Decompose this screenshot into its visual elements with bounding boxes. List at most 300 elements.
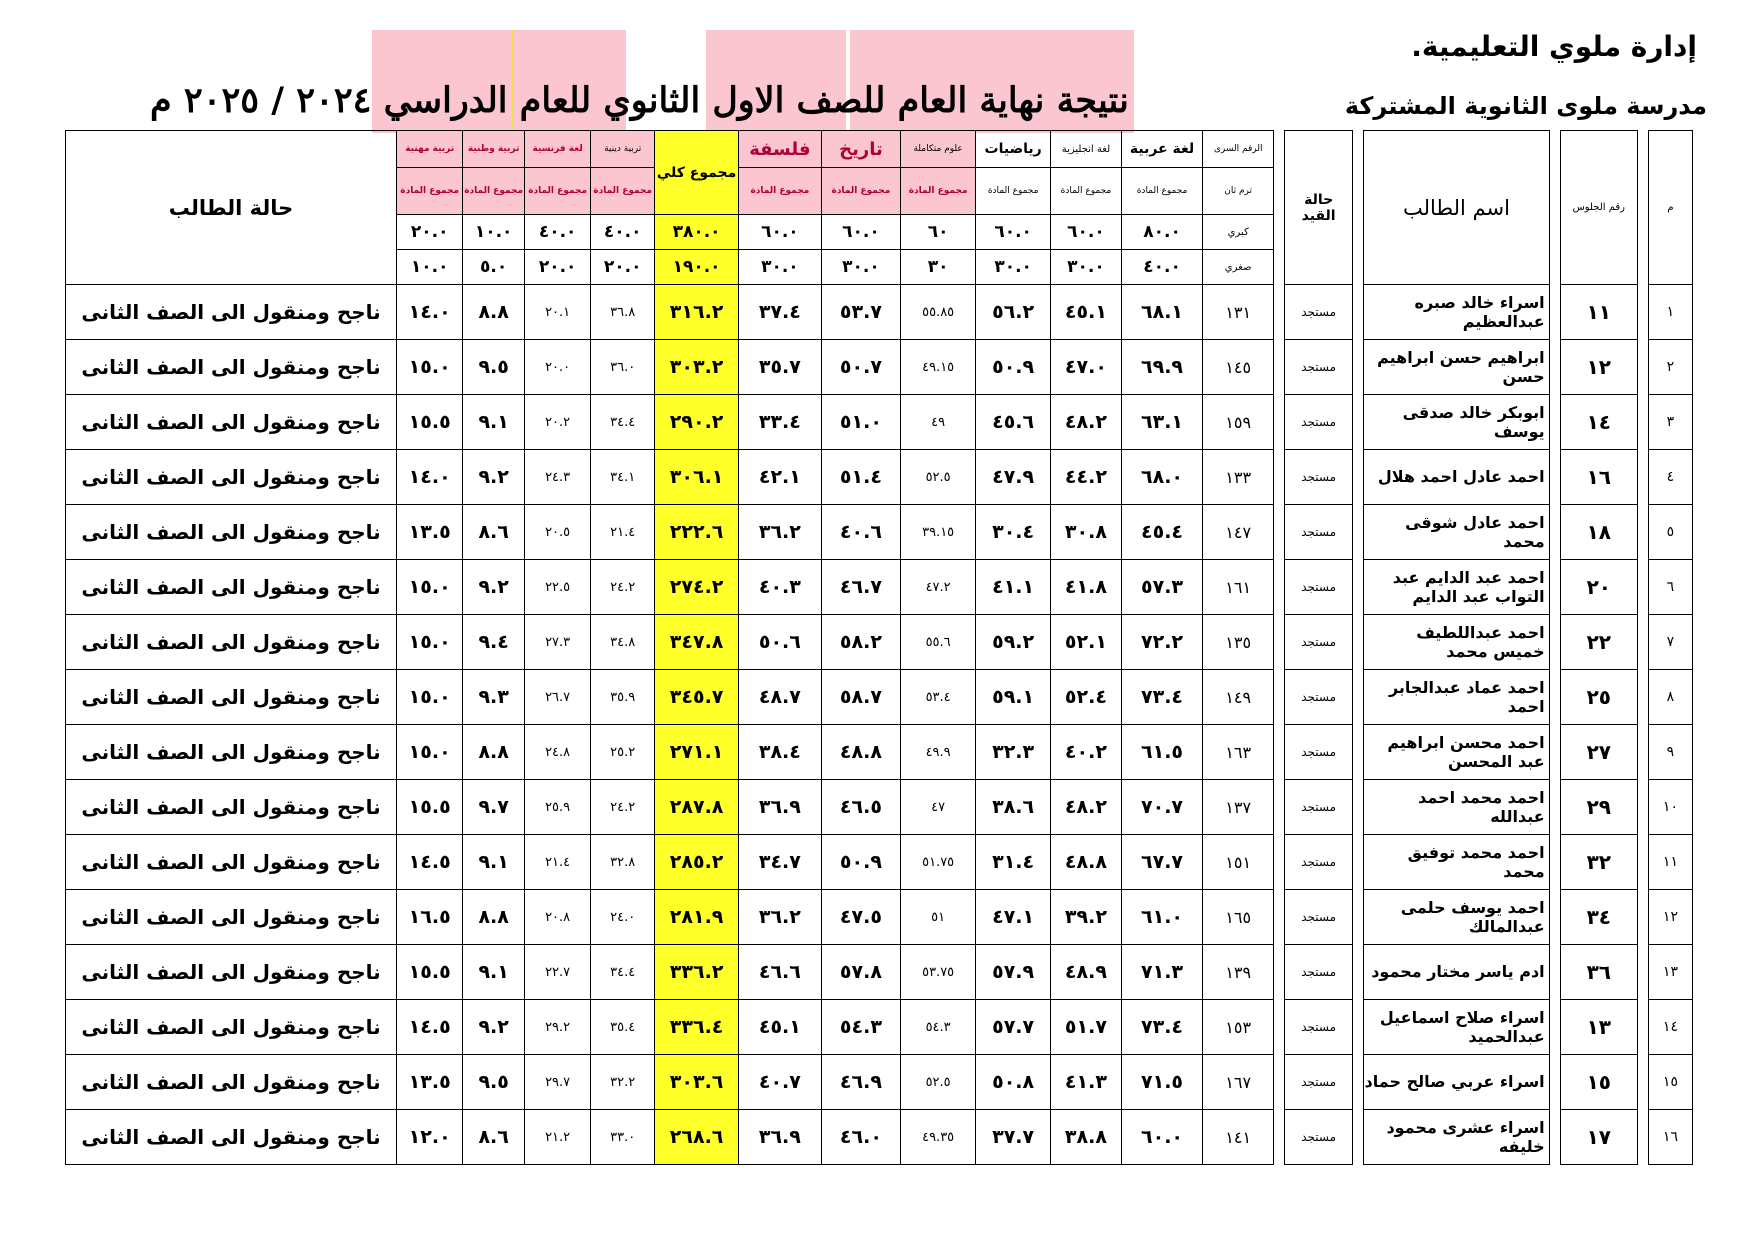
score-religion: ٣٦.٠ [591, 340, 655, 395]
score-english: ٤٨.٢ [1051, 395, 1122, 450]
column-gap [1273, 285, 1284, 340]
column-gap [1637, 450, 1648, 505]
student-name: احمد محسن ابراهيم عبد المحسن [1364, 725, 1549, 780]
enrollment-status: مستجد [1284, 615, 1352, 670]
header-subject-religion: تربية دينية [591, 131, 655, 168]
score-science: ٥٢.٥ [901, 450, 976, 505]
score-religion: ٣٣.٠ [591, 1110, 655, 1165]
score-english: ٥٢.١ [1051, 615, 1122, 670]
score-french: ٢٠.٥ [525, 505, 591, 560]
score-philosophy: ٣٤.٧ [739, 835, 822, 890]
score-science: ٣٩.١٥ [901, 505, 976, 560]
student-name: اسراء عشرى محمود خليفه [1364, 1110, 1549, 1165]
min-score: ١٠.٠ [397, 250, 463, 285]
score-math: ٣٨.٦ [976, 780, 1051, 835]
score-science: ٥٤.٣ [901, 1000, 976, 1055]
score-civics: ٩.٤ [463, 615, 525, 670]
column-gap [1353, 1000, 1364, 1055]
column-gap [1549, 890, 1560, 945]
column-gap [1549, 450, 1560, 505]
max-score: ١٠.٠ [463, 215, 525, 250]
score-religion: ٣٤.٤ [591, 395, 655, 450]
student-name: احمد محمد احمد عبدالله [1364, 780, 1549, 835]
score-arabic: ٦١.٥ [1121, 725, 1203, 780]
student-name: احمد عادل احمد هلال [1364, 450, 1549, 505]
score-civics: ٨.٨ [463, 285, 525, 340]
column-gap [1637, 505, 1648, 560]
score-religion: ٣٢.٨ [591, 835, 655, 890]
column-gap [1353, 725, 1364, 780]
column-gap [1353, 395, 1364, 450]
score-total: ٣٤٧.٨ [655, 615, 739, 670]
column-gap [1273, 890, 1284, 945]
student-row [66, 670, 1693, 725]
score-english: ٣٩.٢ [1051, 890, 1122, 945]
score-total: ٣٤٥.٧ [655, 670, 739, 725]
column-gap [1549, 560, 1560, 615]
score-arabic: ٧٢.٢ [1121, 615, 1203, 670]
column-gap [1273, 615, 1284, 670]
secret-number: ١٦٧ [1203, 1055, 1274, 1110]
score-religion: ٣٤.١ [591, 450, 655, 505]
score-total: ٣٠٣.٢ [655, 340, 739, 395]
score-history: ٥٠.٧ [821, 340, 900, 395]
column-gap [1273, 395, 1284, 450]
score-french: ٢٤.٨ [525, 725, 591, 780]
header-index: م [1648, 131, 1692, 285]
score-religion: ٢١.٤ [591, 505, 655, 560]
secret-number: ١٣٥ [1203, 615, 1274, 670]
max-score: ٦٠.٠ [821, 215, 900, 250]
score-arabic: ٦١.٠ [1121, 890, 1203, 945]
score-history: ٤٨.٨ [821, 725, 900, 780]
score-math: ٥٠.٨ [976, 1055, 1051, 1110]
score-french: ٢٠.١ [525, 285, 591, 340]
column-gap [1353, 670, 1364, 725]
header-sum-label: مجموع المادة [976, 168, 1051, 215]
score-french: ٢٢.٧ [525, 945, 591, 1000]
student-row [66, 890, 1693, 945]
student-name: اسراء خالد صبره عبدالعظيم [1364, 285, 1549, 340]
student-row [66, 725, 1693, 780]
header-term: ترم ثان [1203, 168, 1274, 215]
score-vocational: ١٥.٠ [397, 725, 463, 780]
seat-number: ٢٠ [1560, 560, 1637, 615]
max-score: ٦٠.٠ [1051, 215, 1122, 250]
page-title [150, 80, 1129, 121]
min-score: ٣٠.٠ [821, 250, 900, 285]
column-gap [1273, 131, 1284, 285]
score-math: ٣٠.٤ [976, 505, 1051, 560]
score-french: ٢٢.٥ [525, 560, 591, 615]
score-science: ٥١.٧٥ [901, 835, 976, 890]
enrollment-status: مستجد [1284, 725, 1352, 780]
column-gap [1549, 835, 1560, 890]
column-gap [1637, 835, 1648, 890]
seat-number: ٣٢ [1560, 835, 1637, 890]
score-english: ٥٢.٤ [1051, 670, 1122, 725]
header-sum-label: مجموع المادة [1051, 168, 1122, 215]
column-gap [1273, 560, 1284, 615]
score-history: ٥٠.٩ [821, 835, 900, 890]
student-status: ناجح ومنقول الى الصف الثانى [66, 395, 397, 450]
max-score: ٦٠.٠ [739, 215, 822, 250]
enrollment-status: مستجد [1284, 1000, 1352, 1055]
secret-number: ١٤٧ [1203, 505, 1274, 560]
column-gap [1549, 945, 1560, 1000]
column-gap [1549, 340, 1560, 395]
score-religion: ٣٥.٩ [591, 670, 655, 725]
score-english: ٤٨.٩ [1051, 945, 1122, 1000]
student-row [66, 945, 1693, 1000]
score-french: ٢٥.٩ [525, 780, 591, 835]
secret-number: ١٣١ [1203, 285, 1274, 340]
student-status: ناجح ومنقول الى الصف الثانى [66, 1055, 397, 1110]
student-row [66, 505, 1693, 560]
column-gap [1637, 615, 1648, 670]
score-religion: ٣٤.٤ [591, 945, 655, 1000]
score-english: ٣٨.٨ [1051, 1110, 1122, 1165]
max-score: ٨٠.٠ [1121, 215, 1203, 250]
secret-number: ١٣٣ [1203, 450, 1274, 505]
score-math: ٥٩.١ [976, 670, 1051, 725]
score-civics: ٩.٧ [463, 780, 525, 835]
enrollment-status: مستجد [1284, 450, 1352, 505]
seat-number: ٢٥ [1560, 670, 1637, 725]
results-table [65, 130, 1693, 1165]
column-gap [1273, 780, 1284, 835]
header-sum-label: مجموع المادة [525, 168, 591, 215]
max-total: ٣٨٠.٠ [655, 215, 739, 250]
score-french: ٢١.٢ [525, 1110, 591, 1165]
header-max-label: كبري [1203, 215, 1274, 250]
score-civics: ٩.٥ [463, 1055, 525, 1110]
header-student-status: حالة الطالب [66, 131, 397, 285]
score-religion: ٣٤.٨ [591, 615, 655, 670]
enrollment-status: مستجد [1284, 1110, 1352, 1165]
seat-number: ٣٦ [1560, 945, 1637, 1000]
column-gap [1353, 131, 1364, 285]
row-index: ١٢ [1648, 890, 1692, 945]
header-subject-vocational: تربية مهنية [397, 131, 463, 168]
min-score: ٤٠.٠ [1121, 250, 1203, 285]
score-history: ٥١.٠ [821, 395, 900, 450]
year-text: ٢٠٢٤ / ٢٠٢٥ م [150, 80, 372, 121]
student-row [66, 615, 1693, 670]
student-status: ناجح ومنقول الى الصف الثانى [66, 1110, 397, 1165]
column-gap [1637, 1110, 1648, 1165]
score-science: ٥٥.٦ [901, 615, 976, 670]
score-arabic: ٦٧.٧ [1121, 835, 1203, 890]
row-index: ٨ [1648, 670, 1692, 725]
student-row [66, 780, 1693, 835]
score-math: ٣١.٤ [976, 835, 1051, 890]
score-french: ٢٩.٢ [525, 1000, 591, 1055]
column-gap [1549, 131, 1560, 285]
header-sum-label: مجموع المادة [901, 168, 976, 215]
score-arabic: ٦٠.٠ [1121, 1110, 1203, 1165]
seat-number: ١٧ [1560, 1110, 1637, 1165]
column-gap [1273, 670, 1284, 725]
min-total: ١٩٠.٠ [655, 250, 739, 285]
column-gap [1637, 395, 1648, 450]
max-score: ٢٠.٠ [397, 215, 463, 250]
score-history: ٤٦.٥ [821, 780, 900, 835]
secret-number: ١٥٣ [1203, 1000, 1274, 1055]
header-secret-number: الرقم السرى [1203, 131, 1274, 168]
score-french: ٢٤.٣ [525, 450, 591, 505]
seat-number: ١١ [1560, 285, 1637, 340]
score-science: ٥٣.٤ [901, 670, 976, 725]
score-philosophy: ٣٥.٧ [739, 340, 822, 395]
score-history: ٤٦.٩ [821, 1055, 900, 1110]
score-philosophy: ٤٠.٣ [739, 560, 822, 615]
header-subject-french: لغة فرنسية [525, 131, 591, 168]
score-arabic: ٧١.٣ [1121, 945, 1203, 1000]
score-english: ٤٠.٢ [1051, 725, 1122, 780]
score-philosophy: ٣٦.٩ [739, 780, 822, 835]
max-score: ٤٠.٠ [591, 215, 655, 250]
student-row [66, 835, 1693, 890]
score-english: ٤٨.٨ [1051, 835, 1122, 890]
column-gap [1637, 285, 1648, 340]
enrollment-status: مستجد [1284, 395, 1352, 450]
score-religion: ٣٥.٤ [591, 1000, 655, 1055]
column-gap [1637, 725, 1648, 780]
secret-number: ١٤٩ [1203, 670, 1274, 725]
score-history: ٥٤.٣ [821, 1000, 900, 1055]
min-score: ٣٠.٠ [1051, 250, 1122, 285]
score-religion: ٢٤.٢ [591, 560, 655, 615]
student-status: ناجح ومنقول الى الصف الثانى [66, 450, 397, 505]
score-french: ٢٠.٠ [525, 340, 591, 395]
secret-number: ١٤٥ [1203, 340, 1274, 395]
secret-number: ١٣٧ [1203, 780, 1274, 835]
column-gap [1549, 395, 1560, 450]
score-english: ٤٧.٠ [1051, 340, 1122, 395]
header-subject-hist: تاريخ [821, 131, 900, 168]
column-gap [1273, 1110, 1284, 1165]
secret-number: ١٣٩ [1203, 945, 1274, 1000]
score-religion: ٣٦.٨ [591, 285, 655, 340]
secret-number: ١٦١ [1203, 560, 1274, 615]
header-student-name: اسم الطالب [1364, 131, 1549, 285]
score-french: ٢٩.٧ [525, 1055, 591, 1110]
score-english: ٤٤.٢ [1051, 450, 1122, 505]
student-row [66, 450, 1693, 505]
column-gap [1549, 285, 1560, 340]
score-arabic: ٧١.٥ [1121, 1055, 1203, 1110]
student-name: احمد عبد الدايم عبد التواب عبد الدايم [1364, 560, 1549, 615]
score-arabic: ٦٩.٩ [1121, 340, 1203, 395]
score-total: ٣٣٦.٢ [655, 945, 739, 1000]
column-gap [1353, 780, 1364, 835]
score-philosophy: ٤٨.٧ [739, 670, 822, 725]
column-gap [1273, 835, 1284, 890]
student-status: ناجح ومنقول الى الصف الثانى [66, 670, 397, 725]
enrollment-status: مستجد [1284, 1055, 1352, 1110]
student-name: ابراهيم حسن ابراهيم حسن [1364, 340, 1549, 395]
min-score: ٥.٠ [463, 250, 525, 285]
column-gap [1549, 615, 1560, 670]
score-philosophy: ٣٦.٢ [739, 505, 822, 560]
score-arabic: ٦٣.١ [1121, 395, 1203, 450]
column-gap [1637, 1000, 1648, 1055]
enrollment-status: مستجد [1284, 285, 1352, 340]
max-score: ٤٠.٠ [525, 215, 591, 250]
enrollment-status: مستجد [1284, 340, 1352, 395]
score-religion: ٢٤.٠ [591, 890, 655, 945]
score-total: ٢٢٢.٦ [655, 505, 739, 560]
score-math: ٥٩.٢ [976, 615, 1051, 670]
score-arabic: ٧٣.٤ [1121, 670, 1203, 725]
score-civics: ٩.١ [463, 945, 525, 1000]
secret-number: ١٥٩ [1203, 395, 1274, 450]
header-total: مجموع كلي [655, 131, 739, 215]
column-gap [1549, 780, 1560, 835]
score-civics: ٨.٦ [463, 505, 525, 560]
score-total: ٣٣٦.٤ [655, 1000, 739, 1055]
score-philosophy: ٤٠.٧ [739, 1055, 822, 1110]
score-science: ٥٣.٧٥ [901, 945, 976, 1000]
column-gap [1637, 890, 1648, 945]
column-gap [1273, 1055, 1284, 1110]
enrollment-status: مستجد [1284, 835, 1352, 890]
score-vocational: ١٥.٠ [397, 670, 463, 725]
column-gap [1273, 450, 1284, 505]
secret-number: ١٦٣ [1203, 725, 1274, 780]
student-name: احمد عادل شوقى محمد [1364, 505, 1549, 560]
column-gap [1353, 835, 1364, 890]
school-name: مدرسة ملوى الثانوية المشتركة [1344, 92, 1707, 120]
column-gap [1353, 560, 1364, 615]
score-total: ٢٨٥.٢ [655, 835, 739, 890]
score-civics: ٩.١ [463, 395, 525, 450]
column-gap [1353, 890, 1364, 945]
student-name: احمد يوسف حلمى عبدالمالك [1364, 890, 1549, 945]
row-index: ١٥ [1648, 1055, 1692, 1110]
score-vocational: ١٢.٠ [397, 1110, 463, 1165]
score-civics: ٨.٨ [463, 890, 525, 945]
score-french: ٢١.٤ [525, 835, 591, 890]
row-index: ٥ [1648, 505, 1692, 560]
column-gap [1637, 560, 1648, 615]
score-history: ٤٠.٦ [821, 505, 900, 560]
score-english: ٤١.٨ [1051, 560, 1122, 615]
student-status: ناجح ومنقول الى الصف الثانى [66, 725, 397, 780]
student-name: احمد عبداللطيف خميس محمد [1364, 615, 1549, 670]
student-row [66, 1055, 1693, 1110]
score-arabic: ٦٨.٠ [1121, 450, 1203, 505]
score-science: ٤٧.٢ [901, 560, 976, 615]
score-total: ٣١٦.٢ [655, 285, 739, 340]
header-subject-en: لغة انجليزية [1051, 131, 1122, 168]
student-row [66, 395, 1693, 450]
max-score: ٦٠.٠ [976, 215, 1051, 250]
score-science: ٤٩.٣٥ [901, 1110, 976, 1165]
header-sum-label: مجموع المادة [591, 168, 655, 215]
enrollment-status: مستجد [1284, 780, 1352, 835]
score-vocational: ١٤.٥ [397, 835, 463, 890]
score-arabic: ٦٨.١ [1121, 285, 1203, 340]
score-history: ٥٨.٧ [821, 670, 900, 725]
score-science: ٤٧ [901, 780, 976, 835]
score-math: ٥٠.٩ [976, 340, 1051, 395]
score-civics: ٩.٣ [463, 670, 525, 725]
score-science: ٤٩.١٥ [901, 340, 976, 395]
score-history: ٥٧.٨ [821, 945, 900, 1000]
enrollment-status: مستجد [1284, 945, 1352, 1000]
score-civics: ٨.٨ [463, 725, 525, 780]
row-index: ٣ [1648, 395, 1692, 450]
seat-number: ١٦ [1560, 450, 1637, 505]
student-status: ناجح ومنقول الى الصف الثانى [66, 505, 397, 560]
score-vocational: ١٥.٥ [397, 395, 463, 450]
score-philosophy: ٣٦.٩ [739, 1110, 822, 1165]
score-civics: ٩.٢ [463, 1000, 525, 1055]
min-score: ٣٠.٠ [739, 250, 822, 285]
score-arabic: ٥٧.٣ [1121, 560, 1203, 615]
student-row [66, 340, 1693, 395]
student-name: اسراء عربي صالح حماد [1364, 1055, 1549, 1110]
score-history: ٤٦.٠ [821, 1110, 900, 1165]
row-index: ١ [1648, 285, 1692, 340]
row-index: ١٤ [1648, 1000, 1692, 1055]
column-gap [1549, 505, 1560, 560]
student-name: ادم ياسر مختار محمود [1364, 945, 1549, 1000]
student-name: احمد عماد عبدالجابر احمد [1364, 670, 1549, 725]
score-history: ٥١.٤ [821, 450, 900, 505]
header-sum-label: مجموع المادة [397, 168, 463, 215]
score-religion: ٢٤.٢ [591, 780, 655, 835]
table-header [66, 131, 1693, 285]
score-history: ٥٨.٢ [821, 615, 900, 670]
score-vocational: ١٣.٥ [397, 1055, 463, 1110]
score-vocational: ١٥.٠ [397, 615, 463, 670]
student-row [66, 560, 1693, 615]
header-sum-label: مجموع المادة [821, 168, 900, 215]
header-seat-number: رقم الجلوس [1560, 131, 1637, 285]
score-math: ٥٧.٩ [976, 945, 1051, 1000]
row-index: ٦ [1648, 560, 1692, 615]
row-index: ٢ [1648, 340, 1692, 395]
score-vocational: ١٥.٥ [397, 780, 463, 835]
secret-number: ١٥١ [1203, 835, 1274, 890]
score-french: ٢٧.٣ [525, 615, 591, 670]
score-history: ٤٦.٧ [821, 560, 900, 615]
score-math: ٤١.١ [976, 560, 1051, 615]
score-math: ٤٧.٩ [976, 450, 1051, 505]
score-english: ٥١.٧ [1051, 1000, 1122, 1055]
row-index: ١٣ [1648, 945, 1692, 1000]
score-science: ٤٩ [901, 395, 976, 450]
student-status: ناجح ومنقول الى الصف الثانى [66, 560, 397, 615]
column-gap [1273, 1000, 1284, 1055]
score-french: ٢٠.٢ [525, 395, 591, 450]
header-subject-math: رياضيات [976, 131, 1051, 168]
row-index: ١٠ [1648, 780, 1692, 835]
score-vocational: ١٤.٠ [397, 285, 463, 340]
student-row [66, 285, 1693, 340]
score-philosophy: ٣٣.٤ [739, 395, 822, 450]
seat-number: ٢٢ [1560, 615, 1637, 670]
student-status: ناجح ومنقول الى الصف الثانى [66, 835, 397, 890]
score-history: ٤٧.٥ [821, 890, 900, 945]
score-total: ٢٧١.١ [655, 725, 739, 780]
row-index: ٩ [1648, 725, 1692, 780]
column-gap [1353, 945, 1364, 1000]
score-civics: ٨.٦ [463, 1110, 525, 1165]
